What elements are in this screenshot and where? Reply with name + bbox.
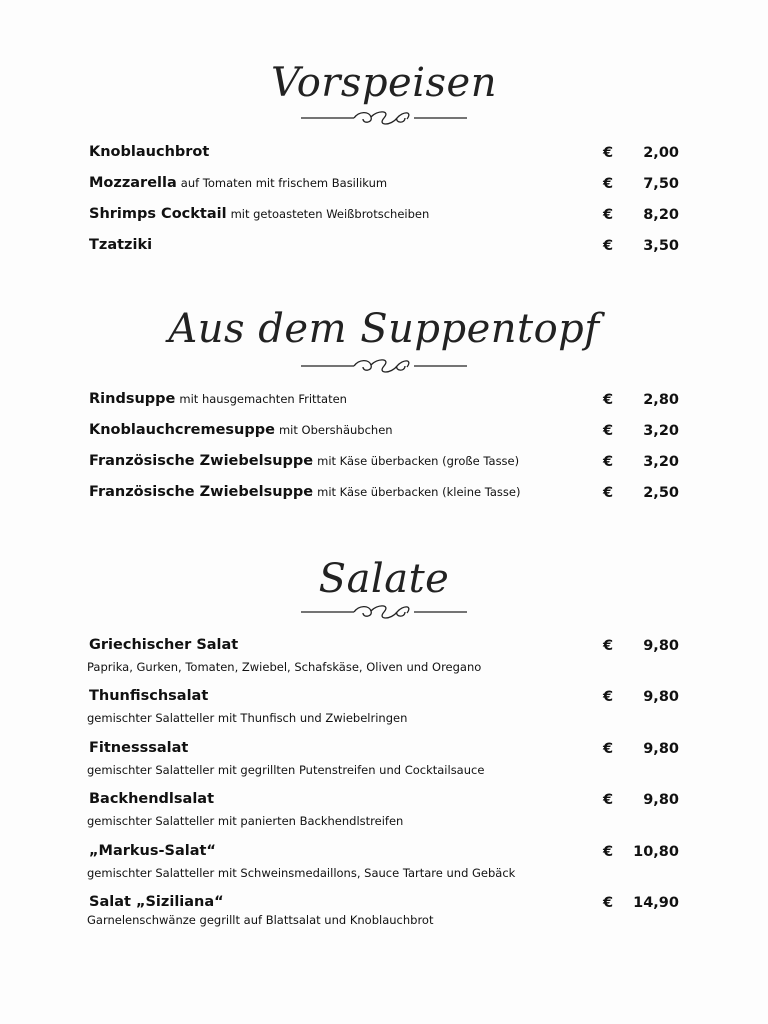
menu-item bbox=[89, 484, 679, 508]
flourish-divider bbox=[0, 602, 768, 626]
menu-item bbox=[87, 894, 679, 927]
flourish-divider bbox=[0, 356, 768, 380]
currency-symbol: € bbox=[603, 844, 614, 860]
item-name: Thunfischsalat bbox=[89, 688, 209, 704]
menu-item bbox=[87, 843, 679, 880]
item-name: Französische Zwiebelsuppe bbox=[89, 484, 314, 500]
menu-item bbox=[89, 175, 679, 199]
section-title-vorspeisen: Vorspeisen bbox=[271, 60, 497, 106]
item-description: gemischter Salatteller mit Schweinsmedaillons, Sauce Tartare und Gebäck bbox=[87, 866, 516, 880]
item-name: Knoblauchcremesuppe bbox=[89, 422, 275, 438]
item-price: 3,50 bbox=[643, 238, 679, 254]
item-price: 3,20 bbox=[643, 454, 679, 470]
item-name-wrap bbox=[89, 422, 393, 438]
currency-symbol: € bbox=[603, 895, 614, 911]
item-description: gemischter Salatteller mit Thunfisch und Zwiebelringen bbox=[87, 711, 408, 725]
item-price: 9,80 bbox=[643, 741, 679, 757]
item-description: gemischter Salatteller mit panierten Backhendlstreifen bbox=[87, 814, 404, 828]
currency-symbol: € bbox=[603, 238, 614, 254]
currency-symbol: € bbox=[603, 638, 614, 654]
item-name: Salat „Siziliana“ bbox=[89, 894, 224, 910]
menu-item bbox=[87, 688, 679, 725]
menu-item bbox=[89, 206, 679, 230]
currency-symbol: € bbox=[603, 792, 614, 808]
item-price: 2,50 bbox=[643, 485, 679, 501]
item-price: 8,20 bbox=[643, 207, 679, 223]
item-price: 2,80 bbox=[643, 392, 679, 408]
item-name: Shrimps Cocktail bbox=[89, 206, 227, 222]
menu-item bbox=[89, 144, 679, 168]
item-price: 2,00 bbox=[643, 145, 679, 161]
menu-item bbox=[89, 422, 679, 446]
item-price: 9,80 bbox=[643, 792, 679, 808]
currency-symbol: € bbox=[603, 454, 614, 470]
item-description: mit hausgemachten Frittaten bbox=[179, 392, 347, 406]
item-description: mit Käse überbacken (große Tasse) bbox=[317, 454, 520, 468]
item-price: 9,80 bbox=[643, 638, 679, 654]
item-description: mit Obershäubchen bbox=[278, 423, 393, 437]
menu-item bbox=[87, 637, 679, 674]
menu-item bbox=[89, 391, 679, 415]
item-name: Knoblauchbrot bbox=[89, 144, 210, 160]
currency-symbol: € bbox=[603, 392, 614, 408]
section-title-suppentopf: Aus dem Suppentopf bbox=[168, 306, 600, 352]
item-name-wrap bbox=[89, 391, 347, 407]
item-name-wrap bbox=[89, 453, 519, 469]
item-name: Griechischer Salat bbox=[89, 637, 239, 653]
currency-symbol: € bbox=[603, 423, 614, 439]
flourish-divider bbox=[0, 108, 768, 132]
item-description: Garnelenschwänze gegrillt auf Blattsalat und Knoblauchbrot bbox=[87, 913, 434, 927]
menu-item bbox=[89, 237, 679, 261]
item-name: Mozzarella bbox=[89, 175, 177, 191]
item-name: Tzatziki bbox=[89, 237, 153, 253]
item-description: auf Tomaten mit frischem Basilikum bbox=[180, 176, 388, 190]
item-name: Backhendlsalat bbox=[89, 791, 215, 807]
item-name-wrap bbox=[89, 175, 387, 191]
item-price: 7,50 bbox=[643, 176, 679, 192]
menu-item bbox=[89, 453, 679, 477]
menu-item bbox=[87, 791, 679, 828]
currency-symbol: € bbox=[603, 176, 614, 192]
currency-symbol: € bbox=[603, 485, 614, 501]
currency-symbol: € bbox=[603, 741, 614, 757]
menu-item bbox=[87, 740, 679, 777]
item-name-wrap bbox=[89, 484, 520, 500]
item-description: mit Käse überbacken (kleine Tasse) bbox=[317, 485, 521, 499]
item-price: 3,20 bbox=[643, 423, 679, 439]
item-name: Französische Zwiebelsuppe bbox=[89, 453, 314, 469]
item-price: 14,90 bbox=[633, 895, 679, 911]
item-name: Rindsuppe bbox=[89, 391, 176, 407]
currency-symbol: € bbox=[603, 145, 614, 161]
item-name: „Markus-Salat“ bbox=[89, 843, 216, 859]
section-title-salate: Salate bbox=[318, 556, 450, 602]
item-description: mit getoasteten Weißbrotscheiben bbox=[230, 207, 430, 221]
currency-symbol: € bbox=[603, 689, 614, 705]
item-price: 9,80 bbox=[643, 689, 679, 705]
item-name-wrap bbox=[89, 206, 429, 222]
item-description: gemischter Salatteller mit gegrillten Putenstreifen und Cocktailsauce bbox=[87, 763, 485, 777]
currency-symbol: € bbox=[603, 207, 614, 223]
item-price: 10,80 bbox=[633, 844, 679, 860]
item-description: Paprika, Gurken, Tomaten, Zwiebel, Schafskäse, Oliven und Oregano bbox=[87, 660, 482, 674]
item-name: Fitnesssalat bbox=[89, 740, 189, 756]
